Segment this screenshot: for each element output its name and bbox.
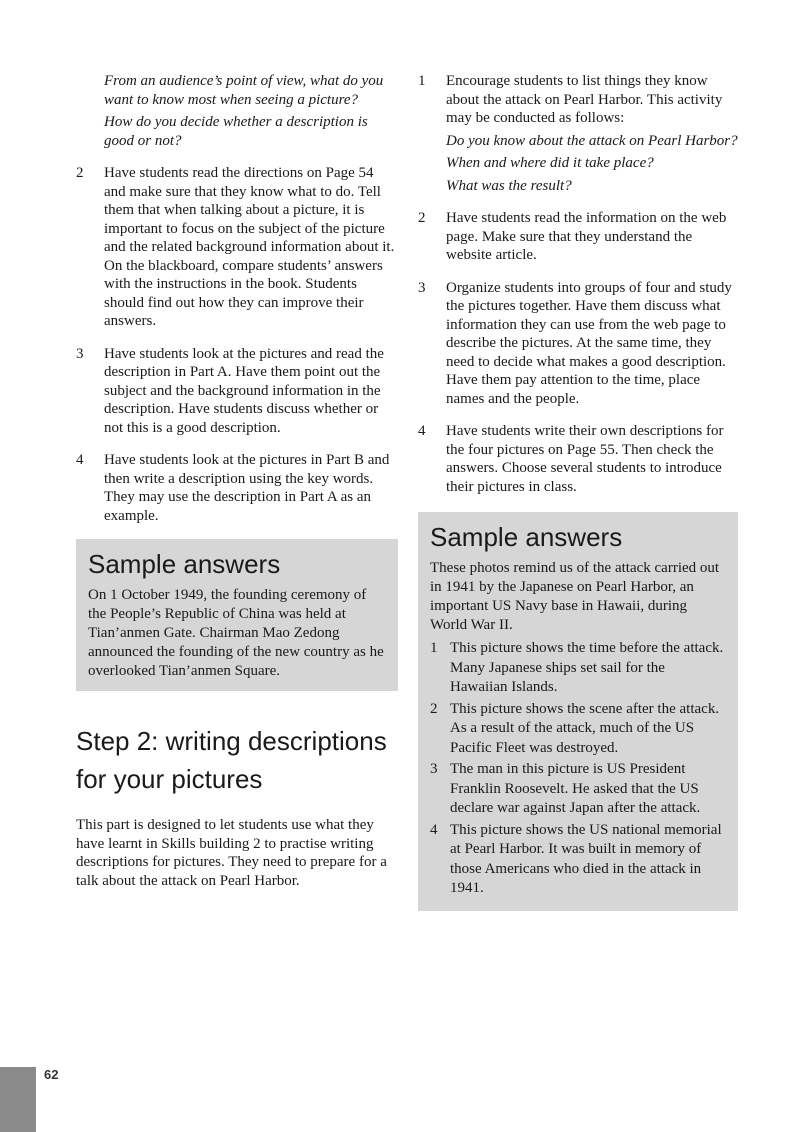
sample-answers-box <box>76 539 398 691</box>
step-question: What was the result? <box>446 177 572 194</box>
answer-text: The man in this picture is US President Franklin Roosevelt. He asked that the US declare war against Japan after the attack. <box>450 761 701 816</box>
answer-number: 4 <box>430 821 438 838</box>
step-number: 4 <box>76 452 84 468</box>
sample-answer-item <box>430 760 726 819</box>
step-item <box>418 72 738 195</box>
section-heading: Step 2: writing descriptions for your pictures <box>76 726 387 794</box>
step-item <box>76 451 398 525</box>
sample-answer-item <box>430 821 726 899</box>
step-number: 3 <box>418 279 426 296</box>
sample-answers-heading: Sample answers <box>430 522 623 552</box>
answer-text: This picture shows the US national memorial at Pearl Harbor. It was built in memory of those Americans who died in the attack in 1941. <box>450 821 722 896</box>
sample-answer-item <box>430 700 726 759</box>
sample-answers-text: On 1 October 1949, the founding ceremony of the People’s Republic of China was held at Tian’anmen Gate. Chairman Mao Zedong announced the founding of the new country as he overlooked Tian’anmen Square. <box>88 587 384 679</box>
page-number: 62 <box>44 1067 59 1082</box>
step-item <box>418 279 738 409</box>
step-item <box>418 422 738 496</box>
step-text: Organize students into groups of four and study the pictures together. Have them discuss what information they can use from the web page to describe the pictures. At the same time, they need to decide what makes a good description. Have them pay attention to the time, place names and the people. <box>446 279 732 407</box>
sample-answers-intro: These photos remind us of the attack carried out in 1941 by the Japanese on Pearl Harbor, an important US Navy base in Hawaii, during World War II. <box>430 560 720 633</box>
step-question: When and where did it take place? <box>446 155 654 171</box>
answer-number: 3 <box>430 761 438 777</box>
section-paragraph: This part is designed to let students use what they have learnt in Skills building 2 to practise writing descriptions for pictures. They need to prepare for a talk about the attack on Pearl Harbor. <box>76 817 387 889</box>
answer-text: This picture shows the time before the attack. Many Japanese ships set sail for the Hawaiian Islands. <box>450 640 724 695</box>
step-number: 4 <box>418 423 426 439</box>
page-tab <box>0 1067 36 1132</box>
answer-number: 2 <box>430 700 438 717</box>
sample-answers-list <box>430 639 726 899</box>
right-column <box>418 72 738 911</box>
step-text: Encourage students to list things they know about the attack on Pearl Harbor. This activity may be conducted as follows: <box>446 73 723 126</box>
step-text: Have students write their own descriptions for the four pictures on Page 55. Then check the answers. Choose several students to introduce their pictures in class. <box>446 423 724 495</box>
sample-answers-box <box>418 512 738 911</box>
step-text: Have students look at the pictures and read the description in Part A. Have them point out the subject and the background information in the description. Have students discuss whether or not this is a good description. <box>104 345 384 436</box>
sample-answer-item <box>430 639 726 698</box>
sample-answers-heading: Sample answers <box>88 549 281 579</box>
step-item <box>76 164 398 331</box>
step-number: 3 <box>76 345 84 362</box>
answer-number: 1 <box>430 640 438 656</box>
step-text: Have students read the information on the web page. Make sure that they understand the website article. <box>446 210 727 263</box>
step-number: 1 <box>418 73 426 89</box>
right-steps-list <box>418 72 738 496</box>
answer-text: This picture shows the scene after the attack. As a result of the attack, much of the US Pacific Fleet was destroyed. <box>450 700 720 756</box>
step-number: 2 <box>76 165 84 181</box>
intro-question: From an audience’s point of view, what do you want to know most when seeing a picture? <box>104 73 384 108</box>
left-steps-list <box>76 164 398 525</box>
step-item <box>76 345 398 438</box>
step-text: Have students look at the pictures in Part B and then write a description using the key words. They may use the description in Part A as an example. <box>104 452 390 524</box>
intro-question: How do you decide whether a description is good or not? <box>104 114 368 149</box>
step-text: Have students read the directions on Page 54 and make sure that they know what to do. Tell them that when talking about a picture, it is important to focus on the subject of the picture and the related background information about it. On the blackboard, compare students’ answers with the instructions in the book. Students should find out how they can improve their answers. <box>104 165 395 329</box>
step-item <box>418 209 738 265</box>
step-question: Do you know about the attack on Pearl Harbor? <box>446 132 738 149</box>
left-column <box>76 72 398 890</box>
step-number: 2 <box>418 210 426 226</box>
